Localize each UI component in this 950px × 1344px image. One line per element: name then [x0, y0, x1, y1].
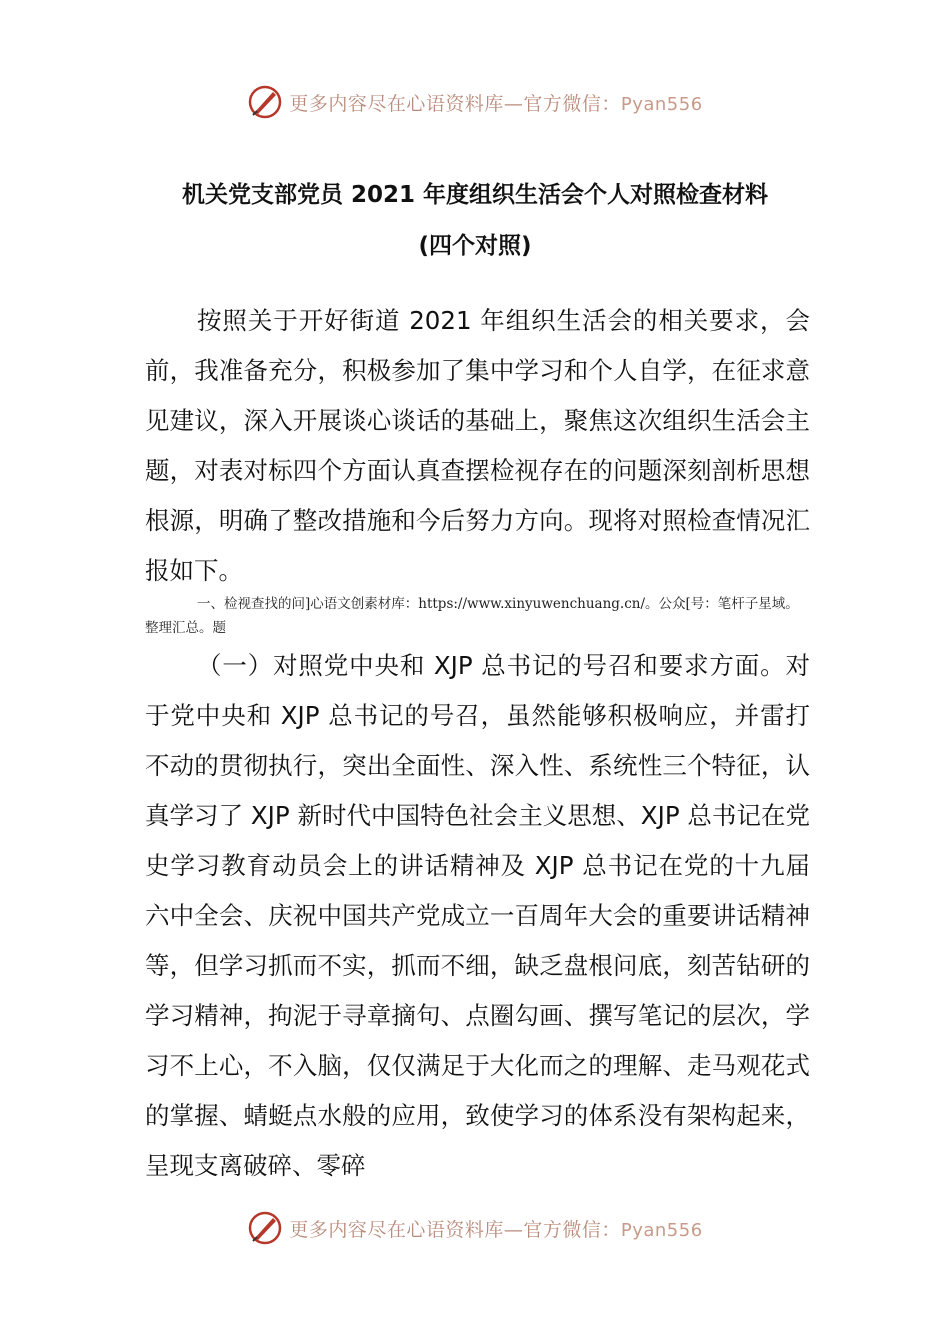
banner-promo-text: 更多内容尽在心语资料库—官方微信：	[289, 1218, 621, 1241]
banner-wechat-id: Pyan556	[620, 93, 703, 115]
header-banner	[0, 82, 950, 122]
document-title: 机关党支部党员 2021 年度组织生活会个人对照检查材料	[181, 182, 769, 208]
document-subtitle: (四个对照)	[418, 233, 532, 259]
footer-banner	[0, 1208, 950, 1248]
header-banner-text	[289, 89, 702, 116]
footer-banner-text	[289, 1215, 702, 1242]
quill-logo-icon	[247, 1210, 283, 1246]
quill-logo-icon	[247, 84, 283, 120]
banner-promo-text: 更多内容尽在心语资料库—官方微信：	[289, 92, 621, 115]
banner-wechat-id: Pyan556	[620, 1219, 703, 1241]
inserted-note: 一、检视查找的问]心语文创素材库：https://www.xinyuwenchuang.cn/。公众[号：笔杆子星域。整理汇总。题	[145, 596, 799, 636]
intro-paragraph: 按照关于开好街道 2021 年组织生活会的相关要求，会前，我准备充分，积极参加了集中学习和个人自学，在征求意见建议，深入开展谈心谈话的基础上，聚焦这次组织生活会主题，对表对标四个方面认真查摆检视存在的问题深刻剖析思想根源，明确了整改措施和今后努力方向。现将对照检查情况汇报如下。	[145, 306, 810, 585]
section-one-paragraph: （一）对照党中央和 XJP 总书记的号召和要求方面。对于党中央和 XJP 总书记的号召，虽然能够积极响应，并雷打不动的贯彻执行，突出全面性、深入性、系统性三个特征，认真学习了 XJP 新时代中国特色社会主义思想、XJP 总书记在党史学习教育动员会上的讲话精神及 XJP 总书记在党的十九届六中全会、庆祝中国共产党成立一百周年大会的重要讲话精神等，但学习抓而不实，抓而不细，缺乏盘根问底，刻苦钻研的学习精神，拘泥于寻章摘句、点圈勾画、撰写笔记的层次，学习不上心，不入脑，仅仅满足于大化而之的理解、走马观花式的掌握、蜻蜓点水般的应用，致使学习的体系没有架构起来，呈现支离破碎、零碎	[145, 651, 810, 1180]
